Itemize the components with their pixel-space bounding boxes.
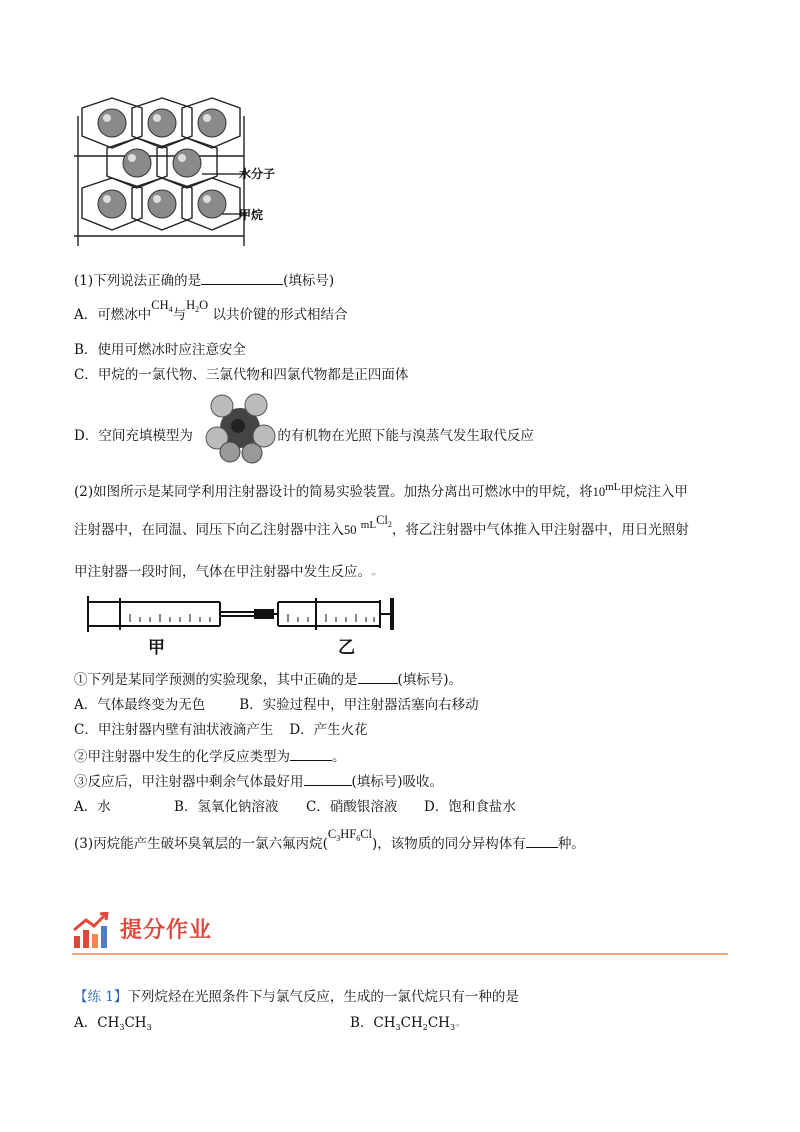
label-water-molecule: 水分子 [239,167,276,181]
q1-option-a: A．可燃冰中$CH_4$与$H_2O$ 以共价键的形式相结合 [74,298,348,323]
label-methane: 甲烷 [239,208,264,222]
q2-line-1: (2)如图所示是某同学利用注射器设计的简易实验装置。加热分离出可燃冰中的甲烷，将$10^{mL}$甲烷注入甲 [74,481,688,500]
q2-sub2: ②甲注射器中发生的化学反应类型为 。 [74,746,346,767]
exercise-1-stem: 【练 1】下列烷烃在光照条件下与氯气反应，生成的一氯代烷只有一种的是 [74,989,519,1005]
q2-sub1-stem: ①下列是某同学预测的实验现象，其中正确的是 (填标号)。 [74,669,462,690]
exercise-1-option-b: B．$CH_3CH_2CH_3\infty$ [350,1015,461,1032]
syringe-apparatus-figure [80,590,410,660]
space-filling-model-image [200,390,278,466]
methane-hydrate-figure [72,96,322,252]
answer-blank [304,771,352,786]
syringe-label-jia: 甲 [148,638,165,658]
q2-sub3-stem: ③反应后，甲注射器中剩余气体最好用 (填标号)吸收。 [74,771,443,792]
cage-structure-diagram [72,96,322,252]
q1-stem: (1)下列说法正确的是 (填标号) [74,270,334,291]
q2-sub1-options-ab: A．气体最终变为无色 B．实验过程中，甲注射器活塞向右移动 [74,697,479,713]
section-divider [72,953,728,955]
q3-stem: (3)丙烷能产生破坏臭氧层的一氯六氟丙烷$(C_3HF_6Cl)$，该物质的同分异构体有 种。 [74,827,585,852]
syringe-diagram [80,590,410,660]
exercise-1-option-a: A．$CH_3CH_3$ [74,1015,152,1032]
answer-blank [290,746,332,761]
q2-line-2: 注射器中，在同温、同压下向乙注射器中注入50 $^{mL}Cl_2$，将乙注射器中气体推入甲注射器中，用日光照射 [74,513,689,538]
answer-blank [526,833,558,848]
q2-line-3: 甲注射器一段时间，气体在甲注射器中发生反应。∞ [74,564,376,580]
c3hf6cl-formula: $C_3HF_6Cl$ [327,827,373,843]
q2-sub1-options-cd: C．甲注射器内壁有油状液滴产生 D．产生火花 [74,722,368,738]
q2-sub3-options: A．水 B．氢氧化钠溶液 C．硝酸银溶液 D．饱和食盐水 [74,799,516,815]
answer-blank [201,270,283,285]
q1-option-b: B．使用可燃冰时应注意安全 [74,342,246,358]
section-icon [72,912,110,950]
exercise-tag: 【练 1】 [74,989,128,1005]
molecule-model-icon [200,390,278,466]
q1-option-d: D．空间充填模型为 的有机物在光照下能与溴蒸气发生取代反应 [74,428,534,444]
h2o-formula: $H_2O$ [186,298,209,314]
cl2-formula: $Cl_2$ [376,513,392,529]
bar-chart-trend-icon [72,912,110,950]
ch4-formula: $CH_4$ [151,298,173,314]
section-title: 提分作业 [120,918,213,943]
q1-option-c: C．甲烷的一氯代物、三氯代物和四氯代物都是正四面体 [74,367,409,383]
answer-blank [358,669,398,684]
syringe-label-yi: 乙 [338,638,355,658]
